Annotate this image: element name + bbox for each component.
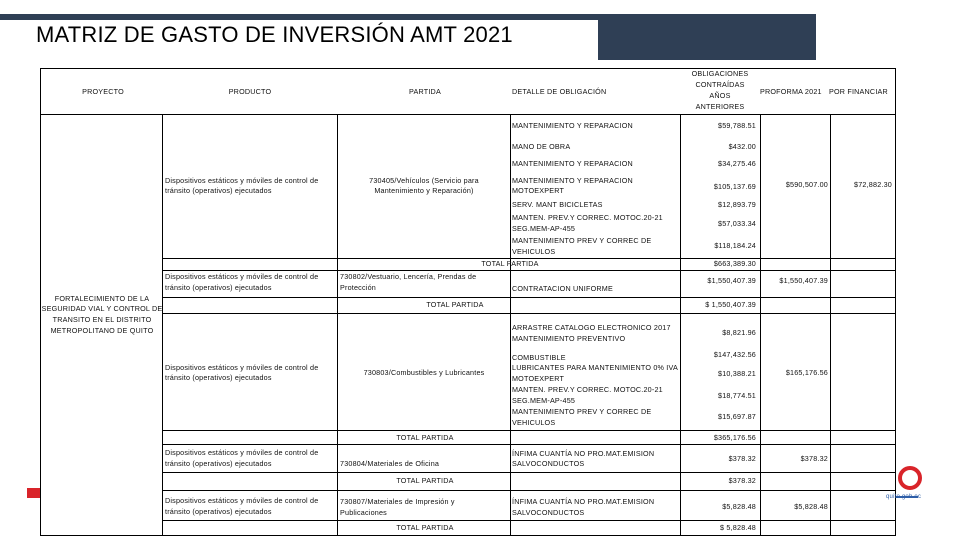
- monto-value: $10,388.21: [718, 369, 756, 378]
- partida-text: Publicaciones: [340, 508, 387, 517]
- partida-text: 730802/Vestuario, Lencería, Prendas de: [340, 272, 477, 281]
- detalle-text: COMBUSTIBLE: [512, 353, 566, 362]
- monto-value: $15,697.87: [718, 412, 756, 421]
- header-producto: PRODUCTO: [228, 87, 272, 96]
- total-partida-label: TOTAL PARTIDA: [396, 523, 454, 532]
- detalle-text: MANTENIMIENTO Y REPARACION: [512, 176, 633, 185]
- total-partida-label: TOTAL PARTIDA: [481, 259, 539, 268]
- producto-text: tránsito (operativos) ejecutados: [165, 186, 272, 195]
- header-proforma: PROFORMA 2021: [760, 87, 822, 96]
- total-partida-value: $ 5,828.48: [720, 523, 756, 532]
- detalle-text: SALVOCONDUCTOS: [512, 459, 585, 468]
- monto-value: $105,137.69: [713, 182, 756, 191]
- total-partida-value: $365,176.56: [713, 433, 756, 442]
- detalle-text: MANTENIMIENTO Y REPARACION: [512, 121, 633, 130]
- logo-url-fragment: quito.gob.ec: [886, 494, 922, 500]
- red-accent-mark: [27, 488, 41, 498]
- detalle-text: ARRASTRE CATALOGO ELECTRONICO 2017: [512, 323, 671, 332]
- detalle-text: VEHICULOS: [512, 247, 556, 256]
- producto-text: Dispositivos estáticos y móviles de control de: [165, 363, 319, 372]
- proforma-value: $5,828.48: [794, 502, 828, 511]
- proforma-value: $165,176.56: [785, 368, 828, 377]
- producto-text: tránsito (operativos) ejecutados: [165, 373, 272, 382]
- producto-text: Dispositivos estáticos y móviles de control de: [165, 496, 319, 505]
- total-partida-value: $ 1,550,407.39: [705, 300, 756, 309]
- monto-value: $8,821.96: [722, 328, 756, 337]
- total-partida-label: TOTAL PARTIDA: [396, 433, 454, 442]
- detalle-text: MANTEN. PREV.Y CORREC. MOTOC.20-21: [512, 385, 663, 394]
- detalle-text: SEG.MEM-AP-455: [512, 396, 576, 405]
- logo-o-mark: [898, 466, 922, 490]
- monto-value: $57,033.34: [718, 219, 756, 228]
- monto-value: $18,774.51: [718, 391, 756, 400]
- partida-text: 730804/Materiales de Oficina: [340, 459, 440, 468]
- producto-text: tránsito (operativos) ejecutados: [165, 507, 272, 516]
- header-detalle: DETALLE DE OBLIGACIÓN: [512, 87, 607, 96]
- total-partida-label: TOTAL PARTIDA: [396, 476, 454, 485]
- producto-text: Dispositivos estáticos y móviles de control de: [165, 176, 319, 185]
- detalle-text: ÍNFIMA CUANTÍA NO PRO.MAT.EMISION: [512, 449, 655, 458]
- monto-value: $12,893.79: [718, 200, 756, 209]
- detalle-text: ÍNFIMA CUANTÍA NO PRO.MAT.EMISION: [512, 497, 655, 506]
- detalle-text: MANO DE OBRA: [512, 142, 571, 151]
- monto-value: $59,788.51: [718, 121, 756, 130]
- detalle-text: SERV. MANT BICICLETAS: [512, 200, 603, 209]
- detalle-text: SEG.MEM-AP-455: [512, 224, 576, 233]
- header-por-financiar: POR FINANCIAR: [829, 87, 888, 96]
- por-financiar-value: $72,882.30: [854, 180, 892, 189]
- total-partida-value: $663,389.30: [713, 259, 756, 268]
- monto-value: $1,550,407.39: [707, 276, 756, 285]
- producto-text: tránsito (operativos) ejecutados: [165, 283, 272, 292]
- monto-value: $378.32: [728, 454, 756, 463]
- detalle-text: MANTENIMIENTO Y REPARACION: [512, 159, 633, 168]
- monto-value: $118,184.24: [714, 241, 756, 250]
- detalle-text: MANTENIMIENTO PREV Y CORREC DE: [512, 236, 652, 245]
- header-partida: PARTIDA: [409, 87, 441, 96]
- partida-text: 730803/Combustibles y Lubricantes: [363, 368, 485, 377]
- partida-text: 730807/Materiales de Impresión y: [340, 497, 455, 506]
- partida-text: 730405/Vehículos (Servicio para: [369, 176, 479, 185]
- monto-value: $5,828.48: [722, 502, 756, 511]
- partida-text: Mantenimiento y Reparación): [374, 186, 474, 195]
- monto-value: $432.00: [728, 142, 756, 151]
- monto-value: $34,275.46: [718, 159, 756, 168]
- producto-text: Dispositivos estáticos y móviles de control de: [165, 448, 319, 457]
- producto-text: tránsito (operativos) ejecutados: [165, 459, 272, 468]
- proforma-value: $378.32: [800, 454, 828, 463]
- producto-text: Dispositivos estáticos y móviles de control de: [165, 272, 319, 281]
- detalle-text: MANTENIMIENTO PREVENTIVO: [512, 334, 626, 343]
- partida-text: Protección: [340, 283, 376, 292]
- detalle-text: MANTENIMIENTO PREV Y CORREC DE: [512, 407, 652, 416]
- proforma-value: $1,550,407.39: [779, 276, 828, 285]
- detalle-text: VEHICULOS: [512, 418, 556, 427]
- total-partida-value: $378.32: [728, 476, 756, 485]
- detalle-text: LUBRICANTES PARA MANTENIMIENTO 0% IVA: [512, 363, 678, 372]
- detalle-text: MOTOEXPERT: [512, 186, 565, 195]
- detalle-text: MOTOEXPERT: [512, 374, 565, 383]
- monto-value: $147,432.56: [713, 350, 756, 359]
- detalle-text: MANTEN. PREV.Y CORREC. MOTOC.20-21: [512, 213, 663, 222]
- detalle-text: SALVOCONDUCTOS: [512, 508, 585, 517]
- slide-title: MATRIZ DE GASTO DE INVERSIÓN AMT 2021: [36, 22, 513, 47]
- proforma-value: $590,507.00: [785, 180, 828, 189]
- detalle-text: CONTRATACION UNIFORME: [512, 284, 613, 293]
- header-proyecto: PROYECTO: [82, 87, 124, 96]
- total-partida-label: TOTAL PARTIDA: [426, 300, 484, 309]
